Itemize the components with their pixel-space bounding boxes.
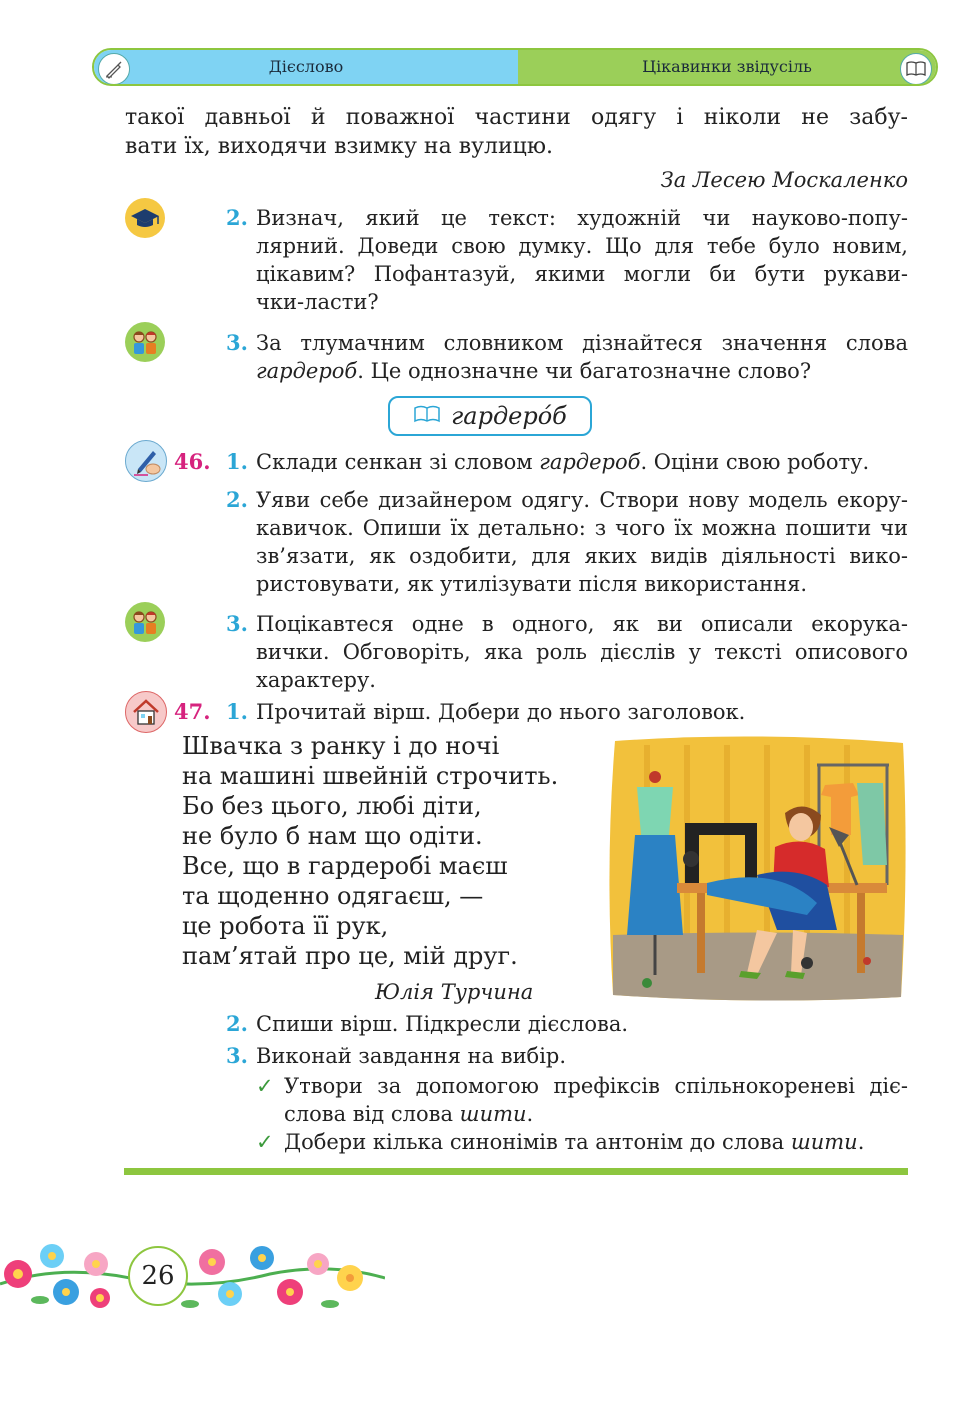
ex47-task1-text: Прочитай вірш. Добери до нього заголовок.: [256, 700, 746, 724]
intro-line: вати їх, виходячи взимку на вулицю.: [125, 134, 553, 159]
ex45-task3-text: [256, 329, 908, 385]
ex47-task2-number: [226, 1010, 248, 1038]
ex47-task2-text: Спиши вірш. Підкресли дієслова.: [256, 1012, 629, 1036]
pen-hand-icon: [125, 440, 167, 482]
flower-border-decoration: [0, 1234, 385, 1320]
poem: [182, 731, 558, 971]
book-icon: [900, 53, 932, 85]
house-icon: [125, 691, 167, 733]
italic-word: шити: [790, 1130, 858, 1154]
choice-option-1: [284, 1072, 908, 1128]
text-line: лярний. Доведи свою думку. Що для тебе було новим,: [256, 234, 908, 258]
ex46-task3-number: [226, 610, 248, 638]
ex46-task2-text: [256, 486, 908, 598]
ex46-task3-text: [256, 610, 908, 694]
page-number: 26: [128, 1246, 188, 1306]
italic-word: гардероб: [256, 359, 358, 383]
dictionary-word-box: [388, 396, 592, 436]
page-header: [92, 48, 938, 86]
ex46-task2-number: [226, 486, 248, 514]
dictionary-word: гардерóб: [451, 402, 567, 430]
text-fragment: . Оціни свою роботу.: [640, 450, 870, 474]
text-line: цікавим? Пофантазуй, якими могли би бути рукави-: [256, 262, 908, 286]
two-kids-icon: [125, 602, 165, 642]
poem-line: не було б нам що одіти.: [182, 822, 483, 850]
task-number: 2.: [226, 205, 248, 230]
two-kids-icon: [125, 322, 165, 362]
text-line: [284, 1100, 908, 1128]
exercise-number-46: 46.: [174, 449, 211, 474]
text-line: Визнач, який це текст: художній чи науково-попу-: [256, 206, 908, 230]
text-fragment: .: [857, 1130, 865, 1154]
text-fragment: Склади сенкан зі словом: [256, 450, 540, 474]
text-line: Утвори за допомогою префіксів спільнокореневі діє-: [284, 1074, 908, 1098]
poem-line: Все, що в гардеробі маєш: [182, 852, 508, 880]
intro-line: такої давньої й поважної частини одягу і ніколи не забу-: [125, 105, 908, 130]
ex45-task2-number: [226, 204, 248, 232]
ex45-task3-number: [226, 329, 248, 357]
poem-line: на машині швейній строчить.: [182, 762, 559, 790]
task-number: 2.: [226, 487, 248, 512]
poem-line: та щоденно одягаєш, —: [182, 882, 484, 910]
text-line: [256, 357, 908, 385]
poem-line: Бо без цього, любі діти,: [182, 792, 482, 820]
ex46-task1-text: [256, 448, 908, 476]
text-line: кавичок. Опиши їх детально: з чого їх можна пошити чи: [256, 516, 908, 540]
poem-line: Швачка з ранку і до ночі: [182, 732, 500, 760]
check-mark-icon: ✓: [256, 1130, 274, 1154]
ex47-task3-text: Виконай завдання на вибір.: [256, 1044, 567, 1068]
intro-author: За Лесею Москаленко: [660, 168, 908, 192]
check-mark-icon: ✓: [256, 1074, 274, 1098]
book-icon: [413, 404, 441, 428]
seamstress-illustration: [607, 735, 909, 1003]
exercise-number-47: 47.: [174, 699, 211, 724]
intro-text: [125, 103, 908, 161]
task-number: 3.: [226, 611, 248, 636]
ex47-task3-number: [226, 1042, 248, 1070]
italic-word: шити: [459, 1102, 527, 1126]
header-left-title: Дієслово: [268, 57, 344, 76]
text-line: ристовувати, як утилізувати після використання.: [256, 572, 808, 596]
text-fragment: Добери кілька синонімів та антонім до слова: [284, 1130, 791, 1154]
task-number: 2.: [226, 1011, 248, 1036]
choice-option-2: [284, 1128, 908, 1156]
task-number: 1.: [226, 449, 248, 474]
text-line: зв’язати, як оздобити, для яких видів діяльності вико-: [256, 544, 908, 568]
header-right-section: [518, 50, 936, 84]
text-fragment: .: [526, 1102, 534, 1126]
poem-line: пам’ятай про це, мій друг.: [182, 942, 518, 970]
text-fragment: . Це однозначне чи багатозначне слово?: [357, 359, 812, 383]
italic-word: гардероб: [539, 450, 641, 474]
text-line: чки-ласти?: [256, 290, 379, 314]
task-number: 3.: [226, 1043, 248, 1068]
text-line: За тлумачним словником дізнайтеся значення слова: [256, 331, 908, 355]
header-left-section: [94, 50, 518, 84]
text-line: характеру.: [256, 668, 376, 692]
task-number: 1.: [226, 699, 248, 724]
ex47-task1-number: [226, 698, 248, 726]
text-line: Поцікавтеся одне в одного, як ви описали екорука-: [256, 612, 908, 636]
ex45-task2-text: [256, 204, 908, 316]
task-number: 3.: [226, 330, 248, 355]
poem-line: це робота її рук,: [182, 912, 389, 940]
poem-author: Юлія Турчина: [375, 980, 534, 1004]
graduation-cap-icon: [125, 198, 165, 238]
ex46-task1-number: [226, 448, 248, 476]
header-right-title: Цікавинки звідусіль: [642, 57, 812, 76]
text-line: вички. Обговоріть, яка роль дієслів у тексті описового: [256, 640, 908, 664]
section-divider: [124, 1168, 908, 1175]
text-line: Уяви себе дизайнером одягу. Створи нову модель екору-: [256, 488, 908, 512]
text-fragment: слова від слова: [284, 1102, 460, 1126]
